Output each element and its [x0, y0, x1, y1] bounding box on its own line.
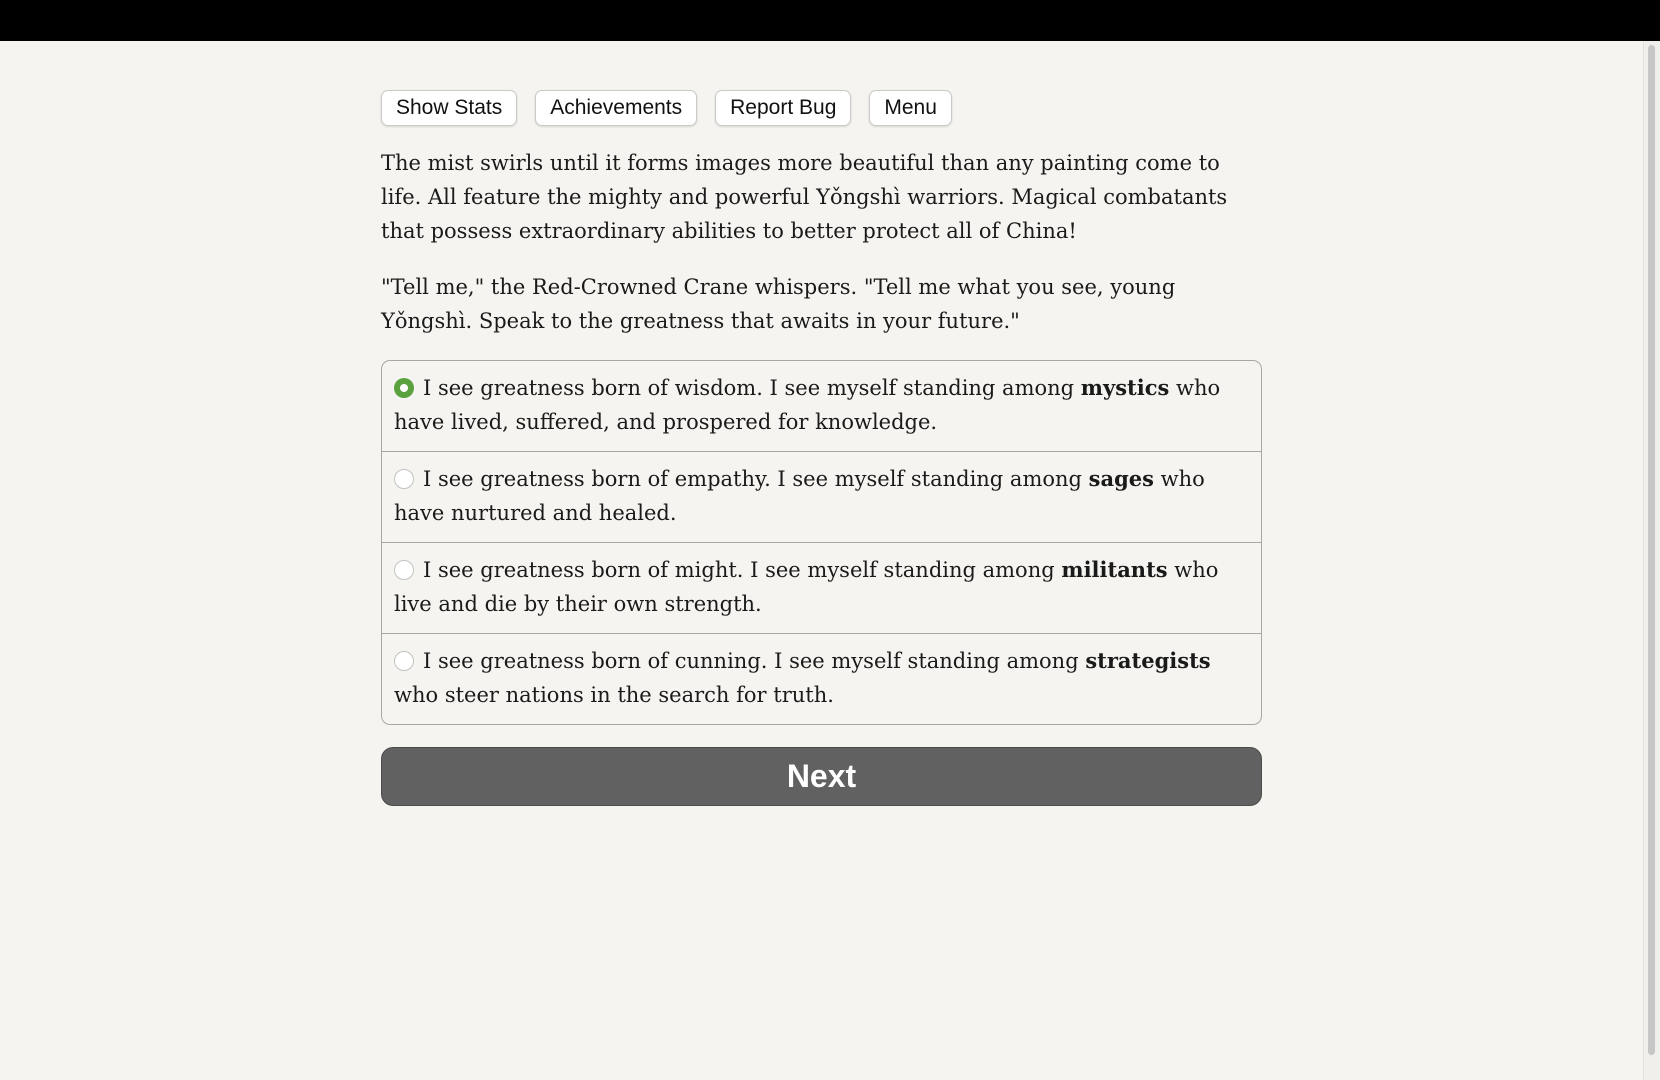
next-button[interactable]: Next — [381, 747, 1262, 806]
choice-text: I see greatness born of cunning. I see myself standing among — [423, 649, 1086, 673]
choice-option-might[interactable] — [382, 543, 1261, 634]
choice-text: who have nurtured and healed. — [394, 467, 1205, 525]
choice-keyword: mystics — [1080, 375, 1170, 400]
choice-option-wisdom[interactable] — [382, 361, 1261, 452]
choice-keyword: militants — [1061, 557, 1168, 582]
scrollbar-thumb[interactable] — [1648, 45, 1655, 1055]
menu-button[interactable]: Menu — [869, 90, 952, 126]
game-container — [381, 90, 1262, 806]
radio-button[interactable] — [394, 469, 414, 489]
choice-text: I see greatness born of empathy. I see myself standing among — [423, 467, 1089, 491]
choice-list — [381, 360, 1262, 725]
story-paragraph: "Tell me," the Red-Crowned Crane whispers. "Tell me what you see, young Yǒngshì. Speak to the greatness that awaits in your future." — [381, 275, 1176, 333]
report-bug-button[interactable]: Report Bug — [715, 90, 851, 126]
toolbar — [381, 90, 1262, 126]
choice-text: I see greatness born of wisdom. I see myself standing among — [423, 376, 1081, 400]
choice-text: who have lived, suffered, and prospered for knowledge. — [394, 376, 1221, 434]
window-top-bar — [0, 0, 1660, 41]
choice-text: who live and die by their own strength. — [394, 558, 1219, 616]
story-paragraph: The mist swirls until it forms images more beautiful than any painting come to life. All feature the mighty and powerful Yǒngshì warriors. Magical combatants that possess extraordinary abilities to better protect all of China! — [381, 151, 1228, 243]
radio-button[interactable] — [394, 560, 414, 580]
choice-option-cunning[interactable] — [382, 634, 1261, 724]
choice-keyword: strategists — [1085, 648, 1211, 673]
vertical-scrollbar[interactable] — [1643, 41, 1660, 1080]
radio-button-selected[interactable] — [394, 378, 414, 398]
choice-text: who steer nations in the search for truth. — [394, 683, 834, 707]
choice-option-empathy[interactable] — [382, 452, 1261, 543]
show-stats-button[interactable]: Show Stats — [381, 90, 517, 126]
radio-button[interactable] — [394, 651, 414, 671]
story-passage — [381, 146, 1262, 338]
choice-keyword: sages — [1088, 466, 1154, 491]
choice-text: I see greatness born of might. I see myself standing among — [423, 558, 1062, 582]
achievements-button[interactable]: Achievements — [535, 90, 697, 126]
